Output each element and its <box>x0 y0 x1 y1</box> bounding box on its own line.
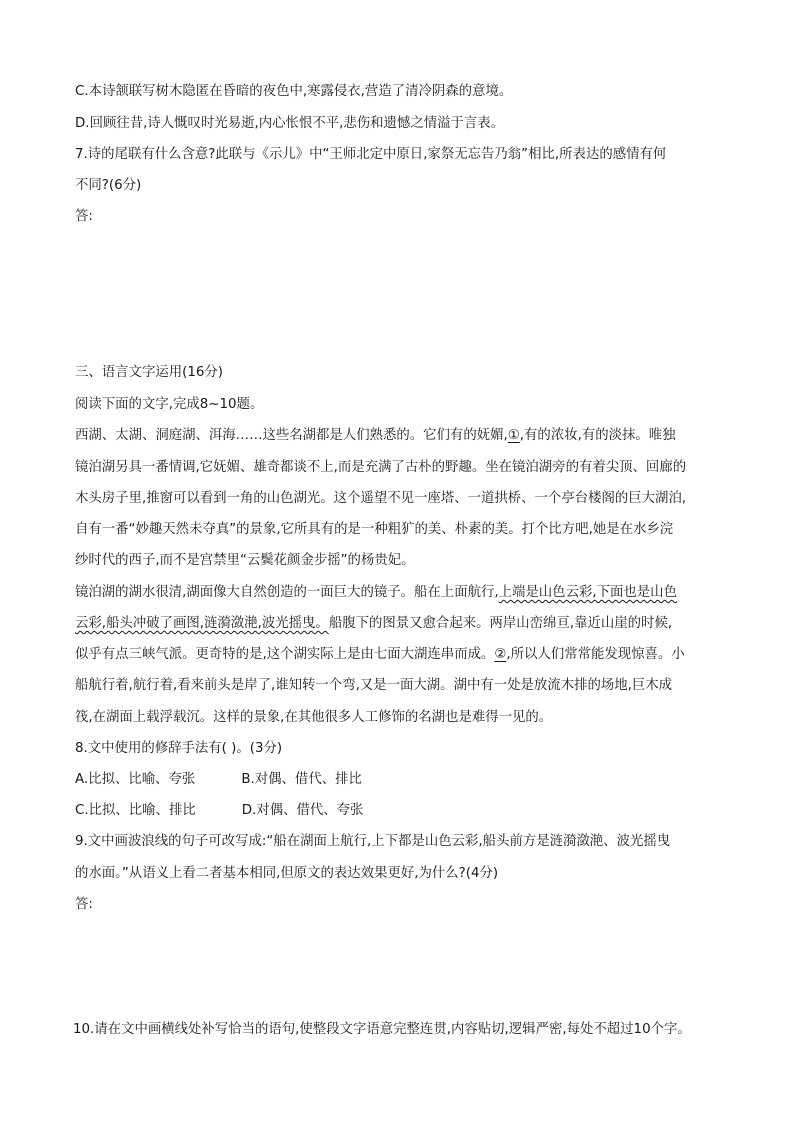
q6-option-d: D.回顾往昔,诗人慨叹时光易逝,内心怅恨不平,悲伤和遗憾之情溢于言表。 <box>75 116 505 131</box>
q9-stem-line1: 9.文中画波浪线的句子可改写成:“船在湖面上航行,上下都是山色云彩,船头前方是涟漪潋滟、波光摇曳 <box>75 834 671 849</box>
q8-stem: 8.文中使用的修辞手法有( )。(3分) <box>75 741 283 756</box>
q8-options-row2 <box>75 802 363 820</box>
q10-stem: 10.请在文中画横线处补写恰当的语句,使整段文字语意完整连贯,内容贴切,逻辑严密,每处不超过10个字。 <box>73 1022 691 1037</box>
q7-answer-label: 答: <box>75 209 93 224</box>
passage-text: ,有的浓妆,有的淡抹。唯独 <box>519 428 676 443</box>
q7-stem-line1: 7.诗的尾联有什么含意?此联与《示儿》中“王师北定中原日,家祭无忘告乃翁”相比,所表达的感情有何 <box>75 147 667 162</box>
q8-option-d: D.对偶、借代、夸张 <box>241 803 364 818</box>
q8-option-c: C.比拟、比喻、排比 <box>75 803 196 818</box>
passage-p2-line2 <box>75 615 672 633</box>
passage-p1-line5: 纱时代的西子,而不是宫禁里“云鬓花颜金步摇”的杨贵妃。 <box>75 553 415 568</box>
wavy-sentence: 上端是山色云彩,下面也是山色 <box>498 585 677 600</box>
q6-option-c: C.本诗颔联写树木隐匿在昏暗的夜色中,寒露侵衣,营造了清冷阴森的意境。 <box>75 84 513 99</box>
passage-text: 西湖、太湖、洞庭湖、洱海……这些名湖都是人们熟悉的。它们有的妩媚, <box>75 428 508 443</box>
passage-p2-line4: 船航行着,航行着,看来前头是岸了,谁知转一个弯,又是一面大湖。湖中有一处是放流木排的场地,巨木成 <box>75 678 673 693</box>
passage-p1-line1 <box>75 427 676 445</box>
q8-options-row1 <box>75 771 362 789</box>
passage-p2-line5: 筏,在湖面上载浮载沉。这样的景象,在其他很多人工修饰的名湖也是难得一见的。 <box>75 710 553 725</box>
q7-stem-line2: 不同?(6分) <box>75 178 142 193</box>
passage-text: 船腹下的图景又愈合起来。两岸山峦绵亘,靠近山崖的时候, <box>328 616 673 631</box>
passage-p2-line1 <box>75 584 677 602</box>
blank-2: ② <box>494 647 507 662</box>
q8-option-b: B.对偶、借代、排比 <box>241 772 362 787</box>
passage-p1-line4: 自有一番“妙趣天然未夺真”的景象,它所具有的是一种粗犷的美、朴素的美。打个比方吧,她是在水乡浣 <box>75 522 674 537</box>
q9-answer-label: 答: <box>75 897 93 912</box>
passage-text: 镜泊湖的湖水很清,湖面像大自然创造的一面巨大的镜子。船在上面航行, <box>75 585 499 600</box>
wavy-sentence: 云彩,船头冲破了画图,涟漪潋滟,波光摇曳。 <box>75 616 329 631</box>
passage-p1-line2: 镜泊湖另具一番情调,它妩媚、雄奇都谈不上,而是充满了古朴的野趣。坐在镜泊湖旁的有着尖顶、回廊的 <box>75 460 687 475</box>
passage-text: ,所以人们常常能发现惊喜。小 <box>506 647 685 662</box>
q8-option-a: A.比拟、比喻、夸张 <box>75 772 196 787</box>
q9-stem-line2: 的水面。”从语义上看二者基本相同,但原文的表达效果更好,为什么?(4分) <box>75 866 499 881</box>
blank-1: ① <box>507 428 520 443</box>
passage-text: 似乎有点三峡气派。更奇特的是,这个湖实际上是由七面大湖连串而成。 <box>75 647 495 662</box>
passage-p2-line3 <box>75 646 685 664</box>
section-instruction: 阅读下面的文字,完成8~10题。 <box>75 397 264 412</box>
section-title: 三、语言文字运用(16分) <box>75 365 224 380</box>
passage-p1-line3: 木头房子里,推窗可以看到一角的山色湖光。这个遥望不见一座塔、一道拱桥、一个亭台楼阁的巨大湖泊, <box>75 491 687 506</box>
